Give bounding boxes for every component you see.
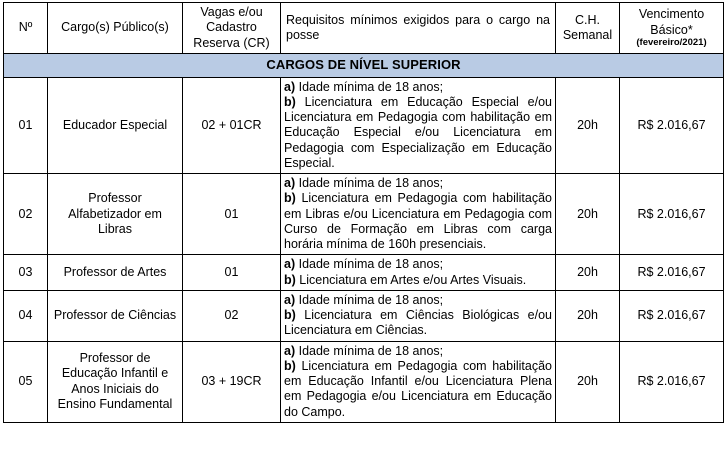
cell-vagas: 02 bbox=[183, 290, 281, 341]
requisito-texto-a: Idade mínima de 18 anos; bbox=[295, 176, 444, 191]
cell-vencimento: R$ 2.016,67 bbox=[620, 77, 724, 174]
table-row bbox=[4, 290, 724, 341]
cell-vagas: 01 bbox=[183, 174, 281, 255]
requisito-linha-a bbox=[284, 293, 552, 308]
cell-vagas: 02 + 01CR bbox=[183, 77, 281, 174]
requisito-linha-b bbox=[284, 308, 552, 339]
requisito-texto-b: Licenciatura em Pedagogia com habilitação em Educação Infantil e/ou Licenciatura Plena em Pedagogia e/ou Licenciatura em Educação do Campo. bbox=[284, 358, 552, 419]
section-band-label: CARGOS DE NÍVEL SUPERIOR bbox=[4, 53, 724, 77]
column-header-ch-semanal: C.H. Semanal bbox=[556, 3, 620, 54]
cell-cargo: Professor Alfabetizador em Libras bbox=[48, 174, 183, 255]
table-row bbox=[4, 341, 724, 422]
section-band-row bbox=[4, 53, 724, 77]
cell-numero: 05 bbox=[4, 341, 48, 422]
column-header-requisitos: Requisitos mínimos exigidos para o cargo na posse bbox=[281, 3, 556, 54]
cell-vencimento: R$ 2.016,67 bbox=[620, 255, 724, 291]
cell-ch-semanal: 20h bbox=[556, 255, 620, 291]
requisito-linha-b bbox=[284, 95, 552, 171]
requisito-linha-b bbox=[284, 359, 552, 420]
requisito-texto-b: Licenciatura em Artes e/ou Artes Visuais. bbox=[295, 272, 527, 287]
requisito-marker-a: a) bbox=[284, 176, 296, 191]
vencimento-reference-date: (fevereiro/2021) bbox=[636, 36, 707, 48]
requisito-marker-a: a) bbox=[284, 292, 296, 307]
requisito-texto-b: Licenciatura em Educação Especial e/ou Licenciatura em Pedagogia com habilitação em Educação Especial e/ou Licenciatura em Pedagogia com Especialização em Educação Especial. bbox=[284, 94, 552, 170]
cell-ch-semanal: 20h bbox=[556, 341, 620, 422]
requisito-linha-a bbox=[284, 344, 552, 359]
cell-vencimento: R$ 2.016,67 bbox=[620, 341, 724, 422]
requisito-texto-b: Licenciatura em Pedagogia com habilitação em Libras e/ou Licenciatura em Pedagogia com Curso de Formação em Libras com carga horária mínima de 160h presenciais. bbox=[284, 191, 552, 252]
cell-vencimento: R$ 2.016,67 bbox=[620, 174, 724, 255]
requisito-marker-b: b) bbox=[284, 272, 296, 287]
cell-ch-semanal: 20h bbox=[556, 77, 620, 174]
vencimento-label: Vencimento Básico* bbox=[638, 7, 705, 37]
column-header-vagas: Vagas e/ou Cadastro Reserva (CR) bbox=[183, 3, 281, 54]
requisito-texto-a: Idade mínima de 18 anos; bbox=[295, 292, 444, 307]
requisito-linha-a bbox=[284, 80, 552, 95]
requisito-linha-b bbox=[284, 191, 552, 252]
table-row bbox=[4, 174, 724, 255]
cell-vencimento: R$ 2.016,67 bbox=[620, 290, 724, 341]
column-header-vencimento bbox=[620, 3, 724, 54]
column-header-cargo: Cargo(s) Público(s) bbox=[48, 3, 183, 54]
cell-vagas: 03 + 19CR bbox=[183, 341, 281, 422]
requisito-marker-b: b) bbox=[284, 308, 296, 323]
table-row bbox=[4, 77, 724, 174]
requisito-marker-b: b) bbox=[284, 191, 296, 206]
column-header-numero: Nº bbox=[4, 3, 48, 54]
table-body bbox=[4, 53, 724, 422]
cell-requisitos bbox=[281, 174, 556, 255]
cell-cargo: Professor de Artes bbox=[48, 255, 183, 291]
table-header bbox=[4, 3, 724, 54]
requisito-marker-a: a) bbox=[284, 79, 296, 94]
requisito-marker-a: a) bbox=[284, 257, 296, 272]
cell-cargo: Professor de Ciências bbox=[48, 290, 183, 341]
cell-requisitos bbox=[281, 290, 556, 341]
requisito-texto-a: Idade mínima de 18 anos; bbox=[295, 257, 444, 272]
cell-requisitos bbox=[281, 341, 556, 422]
cell-cargo: Professor de Educação Infantil e Anos Iniciais do Ensino Fundamental bbox=[48, 341, 183, 422]
requisito-marker-a: a) bbox=[284, 343, 296, 358]
table-row bbox=[4, 255, 724, 291]
header-row bbox=[4, 3, 724, 54]
cell-ch-semanal: 20h bbox=[556, 174, 620, 255]
cargos-table bbox=[3, 2, 724, 423]
cell-numero: 03 bbox=[4, 255, 48, 291]
requisito-marker-b: b) bbox=[284, 94, 296, 109]
requisito-linha-a bbox=[284, 257, 552, 272]
requisito-texto-a: Idade mínima de 18 anos; bbox=[295, 79, 444, 94]
requisito-texto-a: Idade mínima de 18 anos; bbox=[295, 343, 444, 358]
cell-cargo: Educador Especial bbox=[48, 77, 183, 174]
requisito-marker-b: b) bbox=[284, 358, 296, 373]
cell-numero: 02 bbox=[4, 174, 48, 255]
cell-numero: 04 bbox=[4, 290, 48, 341]
cell-requisitos bbox=[281, 255, 556, 291]
cell-requisitos bbox=[281, 77, 556, 174]
requisito-texto-b: Licenciatura em Ciências Biológicas e/ou Licenciatura em Ciências. bbox=[284, 308, 552, 338]
cell-ch-semanal: 20h bbox=[556, 290, 620, 341]
cell-vagas: 01 bbox=[183, 255, 281, 291]
cell-numero: 01 bbox=[4, 77, 48, 174]
requisito-linha-b bbox=[284, 273, 552, 288]
requisito-linha-a bbox=[284, 176, 552, 191]
